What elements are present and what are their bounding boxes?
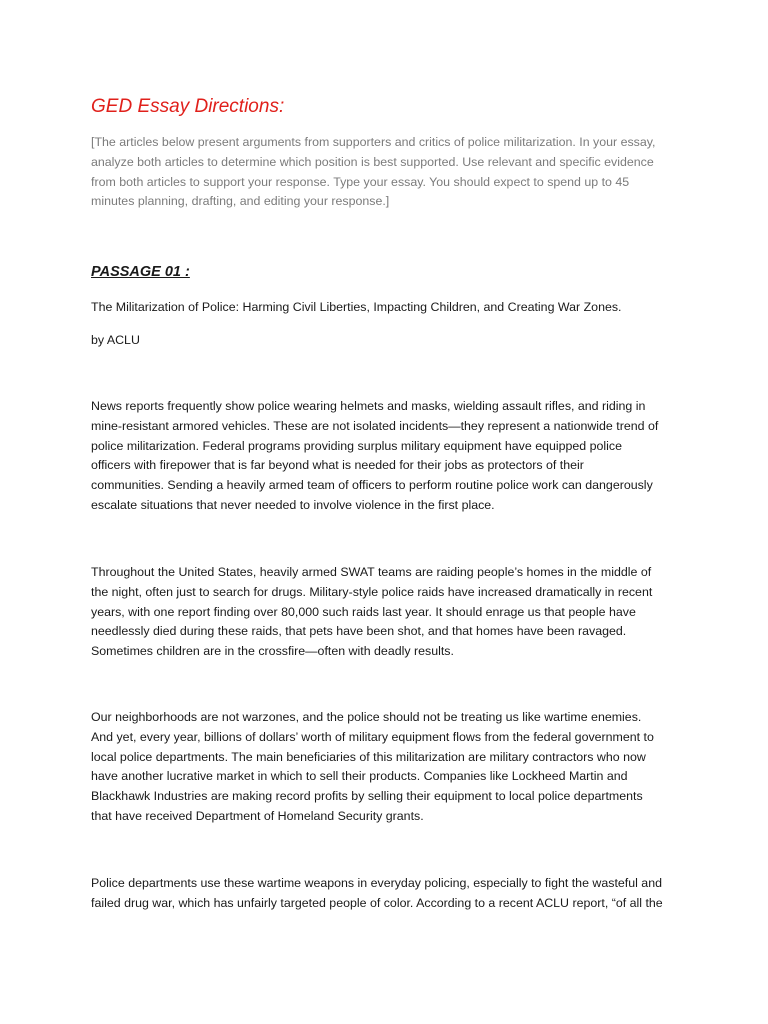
paragraph-line: failed drug war, which has unfairly targeted people of color. According to a recent ACLU report, “of all the bbox=[91, 895, 663, 910]
directions-text bbox=[91, 133, 683, 212]
paragraph-line: Police departments use these wartime weapons in everyday policing, especially to fight the wasteful and bbox=[91, 876, 662, 890]
paragraph bbox=[91, 874, 691, 914]
paragraph-line: needlessly died during these raids, that pets have been shot, and that homes have been ravaged. bbox=[91, 624, 627, 639]
paragraph bbox=[91, 397, 691, 516]
paragraph-line: Throughout the United States, heavily armed SWAT teams are raiding people’s homes in the middle of bbox=[91, 565, 652, 579]
paragraph-line: Sometimes children are in the crossfire—often with deadly results. bbox=[91, 644, 454, 659]
paragraph-line: Blackhawk Industries are making record profits by selling their equipment to local police departments bbox=[91, 789, 643, 804]
paragraph-line: years, with one report finding over 80,000 such raids last year. It should enrage us that people have bbox=[91, 604, 636, 619]
paragraph-line: And yet, every year, billions of dollars’ worth of military equipment flows from the federal government to bbox=[91, 729, 654, 744]
paragraph-line: News reports frequently show police wearing helmets and masks, wielding assault rifles, and riding in bbox=[91, 399, 646, 413]
paragraph-line: the night, often just to search for drugs. Military-style police raids have increased dramatically in recent bbox=[91, 584, 653, 599]
directions-line: [The articles below present arguments from supporters and critics of police militarization. In your essay, bbox=[91, 135, 656, 149]
paragraph-line: communities. Sending a heavily armed team of officers to perform routine police work can dangerously bbox=[91, 478, 653, 493]
byline: by ACLU bbox=[91, 333, 140, 347]
directions-line: from both articles to support your response. Type your essay. You should expect to spend up to 45 bbox=[91, 174, 630, 189]
passage-title: The Militarization of Police: Harming Civil Liberties, Impacting Children, and Creating War Zones. bbox=[91, 300, 622, 314]
directions-line: analyze both articles to determine which position is best supported. Use relevant and specific evidence bbox=[91, 154, 654, 169]
paragraph-line: that have received Department of Homeland Security grants. bbox=[91, 808, 424, 823]
paragraph bbox=[91, 708, 691, 827]
paragraph-line: escalate situations that never needed to involve violence in the first place. bbox=[91, 497, 495, 512]
passage-heading: PASSAGE 01 : bbox=[91, 264, 190, 280]
paragraph-line: have another lucrative market in which to sell their products. Companies like Lockheed Martin and bbox=[91, 769, 628, 784]
paragraph-line: local police departments. The main beneficiaries of this militarization are military contractors who now bbox=[91, 749, 646, 764]
paragraph-line: Our neighborhoods are not warzones, and the police should not be treating us like wartime enemies. bbox=[91, 710, 642, 724]
directions-heading: GED Essay Directions: bbox=[91, 96, 285, 117]
paragraph-line: police militarization. Federal programs providing surplus military equipment have equipped police bbox=[91, 438, 623, 453]
paragraph-line: officers with firepower that is far beyond what is needed for their jobs as protectors of their bbox=[91, 458, 584, 473]
paragraph bbox=[91, 563, 691, 662]
paragraph-line: mine-resistant armored vehicles. These are not isolated incidents—they represent a nationwide trend of bbox=[91, 418, 659, 433]
directions-line: minutes planning, drafting, and editing your response.] bbox=[91, 194, 390, 209]
